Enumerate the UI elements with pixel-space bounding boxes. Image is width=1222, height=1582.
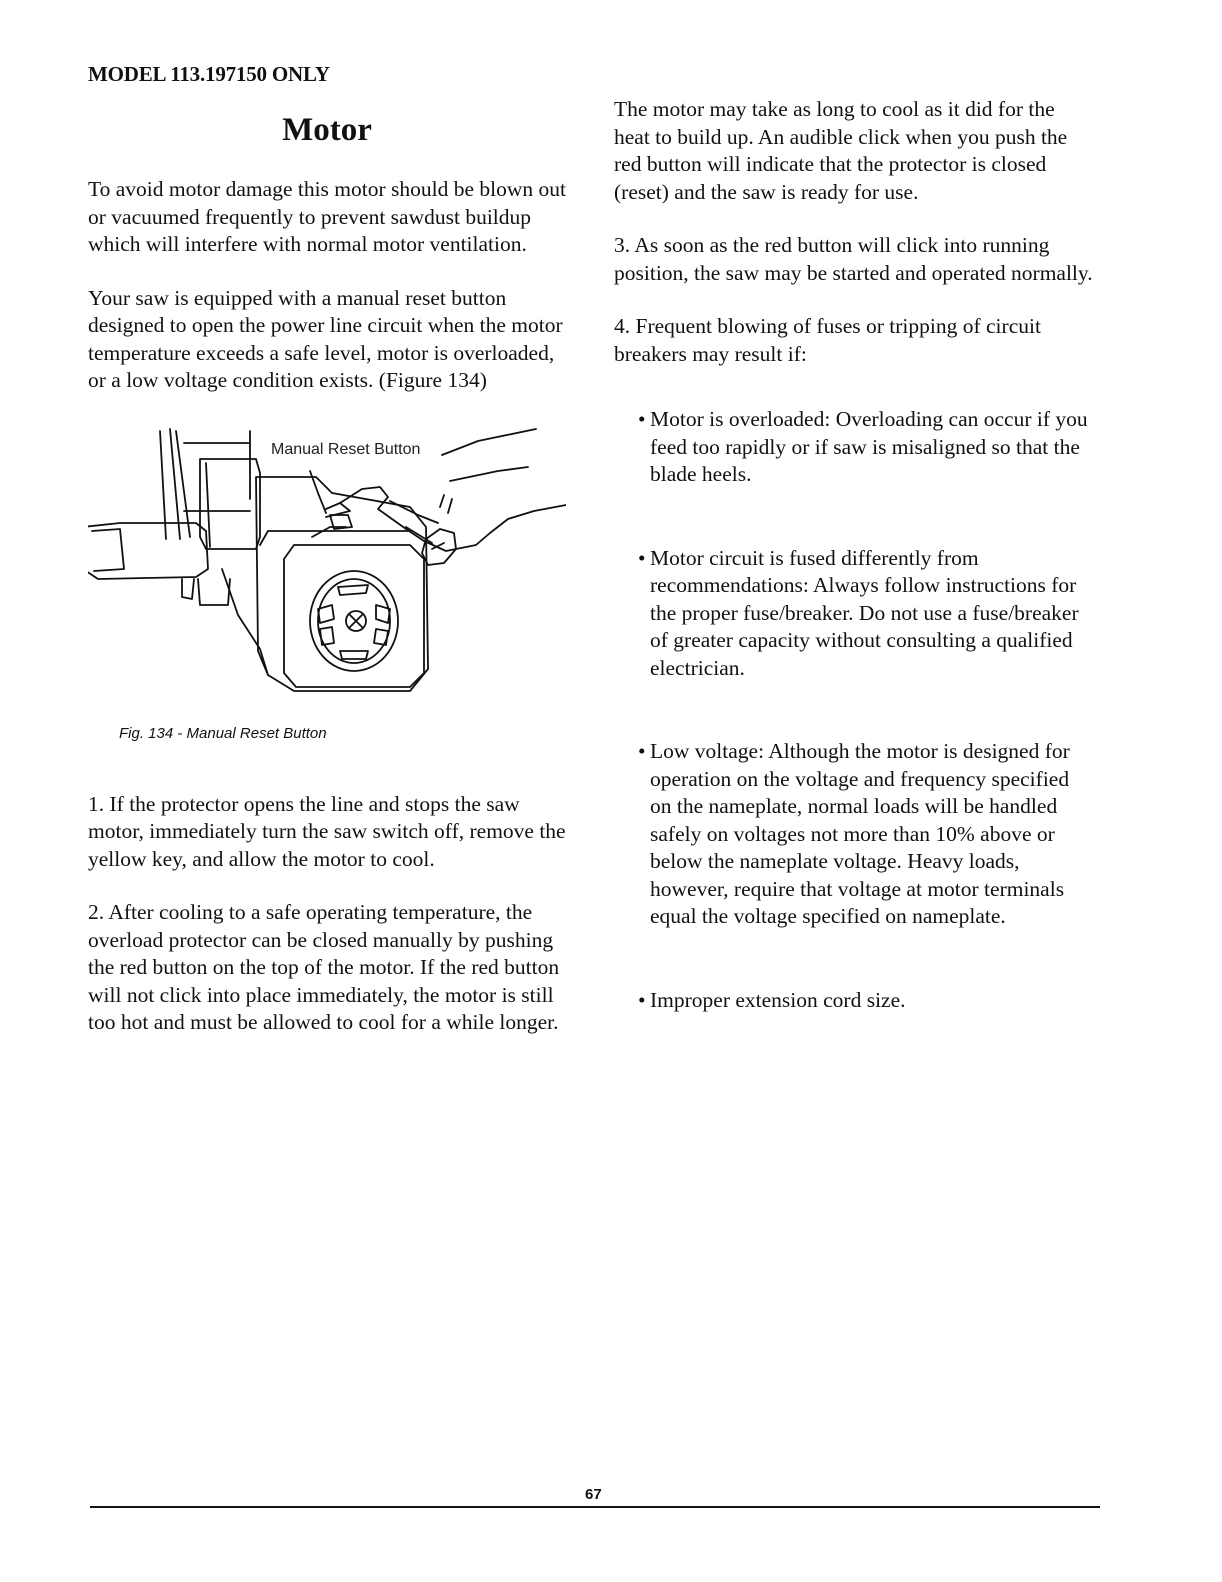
right-column [614, 96, 1094, 1070]
list-item: • Improper extension cord size. [638, 987, 1094, 1015]
page-number: 67 [585, 1486, 602, 1503]
list-item: • Low voltage: Although the motor is designed for operation on the voltage and frequency specified on the nameplate, normal loads will be handled safely on voltages not more than 10% above or below the nameplate voltage. Heavy loads, however, require that voltage at motor terminals equal the voltage specified on nameplate. [638, 738, 1094, 931]
bullet-icon: • [638, 739, 646, 763]
step-1: 1. If the protector opens the line and stops the saw motor, immediately turn the saw switch off, remove the yellow key, and allow the motor to cool. [88, 791, 566, 871]
bullet-icon: • [638, 407, 646, 431]
left-column [88, 62, 566, 1037]
step-4: 4. Frequent blowing of fuses or tripping of circuit breakers may result if: [614, 314, 1041, 366]
reset-button-paragraph: Your saw is equipped with a manual reset button designed to open the power line circuit when the motor temperature exceeds a safe level, motor is overloaded, or a low voltage condition exists. (Figure 134) [88, 285, 563, 392]
footer-rule [90, 1506, 1100, 1508]
step-3: 3. As soon as the red button will click into running position, the saw may be started and operated normally. [614, 233, 1093, 285]
bullet-icon: • [638, 545, 646, 570]
step-2: 2. After cooling to a safe operating temperature, the overload protector can be closed manually by pushing the red button on the top of the motor. If the red button will not click into place immediately, the motor is still too hot and must be allowed to cool for a while longer. [88, 900, 560, 1034]
section-title: Motor [282, 112, 372, 148]
causes-list [638, 406, 1094, 1014]
motor-illustration [88, 419, 566, 709]
model-heading: MODEL 113.197150 ONLY [88, 62, 330, 86]
figure-caption: Fig. 134 - Manual Reset Button [119, 724, 327, 742]
cool-paragraph: The motor may take as long to cool as it did for the heat to build up. An audible click when you push the red button will indicate that the protector is closed (reset) and the saw is ready for use. [614, 97, 1068, 204]
manual-reset-button-label: Manual Reset Button [271, 440, 421, 458]
list-item: • Motor is overloaded: Overloading can occur if you feed too rapidly or if saw is misaligned so that the blade heels. [638, 406, 1094, 489]
list-item: • Motor circuit is fused differently from recommendations: Always follow instructions for the proper fuse/breaker. Do not use a fuse/breaker of greater capacity without consulting a qualified electrician. [638, 545, 1094, 683]
bullet-icon: • [638, 987, 646, 1012]
intro-paragraph: To avoid motor damage this motor should be blown out or vacuumed frequently to prevent sawdust buildup which will interfere with normal motor ventilation. [88, 177, 567, 256]
figure-134 [88, 419, 566, 709]
